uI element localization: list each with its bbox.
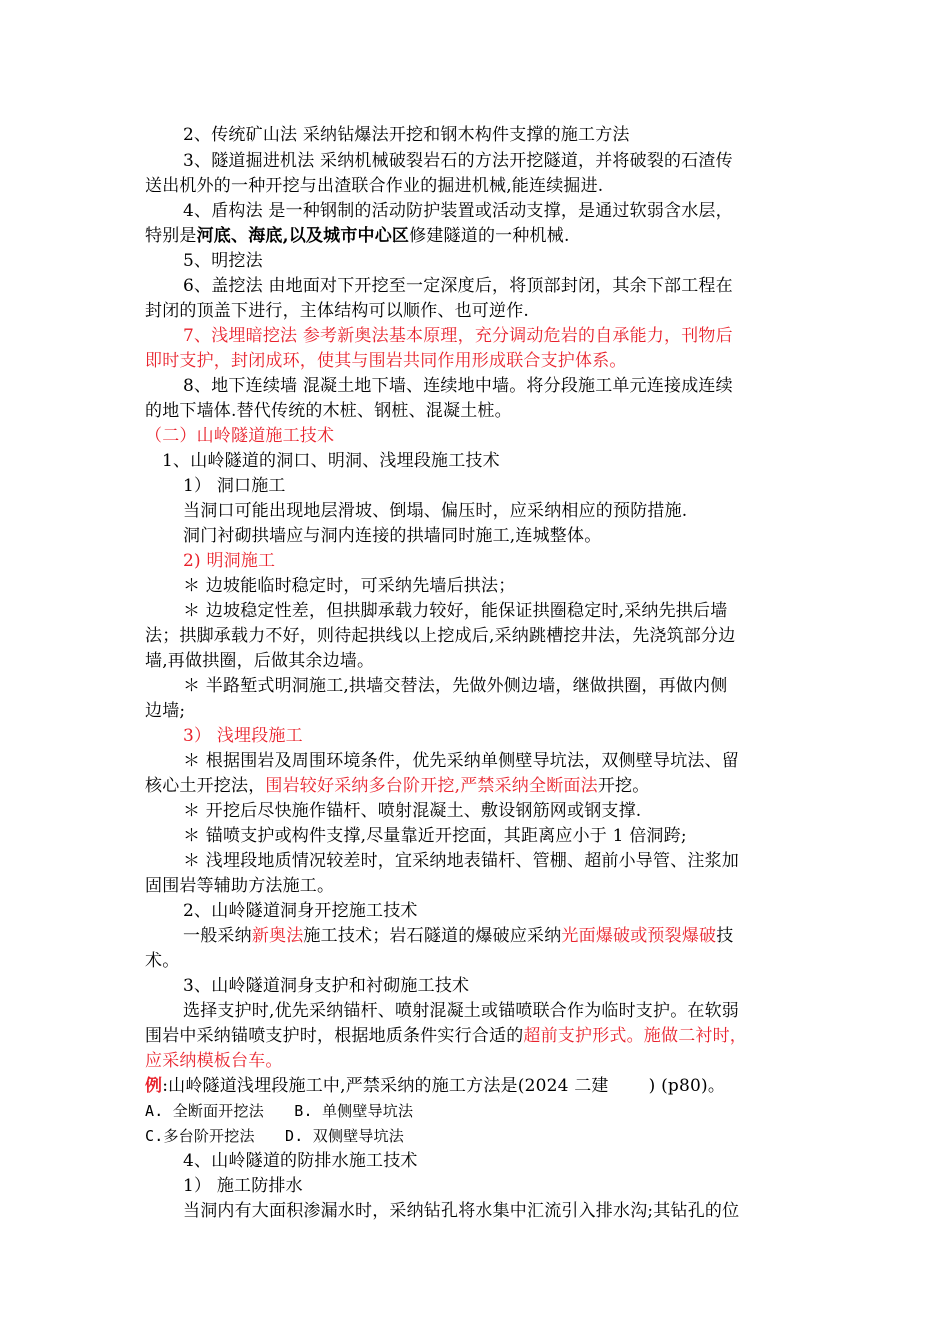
- text-segment: ＊ 根据围岩及周围环境条件，优先采纳单侧壁导坑法，双侧壁导坑法、留: [183, 751, 740, 771]
- text-segment: 洞门衬砌拱墙应与洞内连接的拱墙同时施工,连城整体。: [183, 526, 602, 546]
- line-33: [183, 925, 733, 947]
- text-segment: 当洞内有大面积渗漏水时，采纳钻孔将水集中汇流引入排水沟;其钻孔的位: [183, 1201, 740, 1221]
- text-segment: 6、盖挖法 由地面对下开挖至一定深度后，将顶部封闭，其余下部工程在: [183, 276, 733, 296]
- text-segment: 围岩中采纳锚喷支护时，根据地质条件实行合适的: [145, 1026, 524, 1046]
- text-segment: 修建隧道的一种机械.: [409, 226, 570, 246]
- line-24: [145, 700, 185, 722]
- line-15: [183, 475, 286, 497]
- line-29: [183, 825, 687, 847]
- text-segment: ＊ 边坡能临时稳定时，可采纳先墙后拱法；: [183, 576, 516, 596]
- text-segment: 光面爆破或预裂爆破: [561, 926, 717, 946]
- text-segment: 一般采纳: [183, 926, 252, 946]
- line-5: [145, 225, 570, 247]
- line-6: [183, 250, 263, 272]
- text-segment: C.多台阶开挖法 D. 双侧壁导坑法: [145, 1127, 404, 1145]
- line-43: [183, 1175, 303, 1197]
- line-2: [183, 150, 733, 172]
- text-segment: 技: [716, 926, 734, 946]
- line-44: [183, 1200, 739, 1222]
- text-segment: 8、地下连续墙 混凝土地下墙、连续地中墙。将分段施工单元连接成连续: [183, 376, 733, 396]
- option-row-ab: [145, 1100, 413, 1122]
- line-34: [145, 950, 179, 972]
- line-16: [183, 500, 687, 522]
- line-28: [183, 800, 641, 822]
- line-10: [145, 350, 627, 372]
- text-segment: 固围岩等辅助方法施工。: [145, 876, 335, 896]
- text-segment: 2、山岭隧道洞身开挖施工技术: [183, 901, 418, 921]
- text-segment: 7、浅埋暗挖法 参考新奥法基本原理，充分调动危岩的自承能力，刊物后: [183, 326, 733, 346]
- line-17: [183, 525, 601, 547]
- text-segment: 3、隧道掘进机法 采纳机械破裂岩石的方法开挖隧道，并将破裂的石渣传: [183, 151, 733, 171]
- text-segment: 术。: [145, 951, 180, 971]
- line-3: [145, 175, 603, 197]
- text-segment: 围岩较好采纳多台阶开挖,严禁采纳全断面法: [265, 776, 598, 796]
- text-segment: 5、明挖法: [183, 251, 263, 271]
- text-segment: （二）山岭隧道施工技术: [145, 426, 335, 446]
- text-segment: 1、山岭隧道的洞口、明洞、浅埋段施工技术: [162, 451, 500, 471]
- text-segment: 超前支护形式。施做二衬时，: [523, 1026, 748, 1046]
- line-37: [145, 1025, 747, 1047]
- text-segment: 3、山岭隧道洞身支护和衬砌施工技术: [183, 976, 470, 996]
- text-segment: 选择支护时,优先采纳锚杆、喷射混凝土或锚喷联合作为临时支护。在软弱: [183, 1001, 740, 1021]
- line-14: [162, 450, 500, 472]
- line-8: [145, 300, 529, 322]
- line-19: [183, 575, 515, 597]
- text-segment: 4、山岭隧道的防排水施工技术: [183, 1151, 418, 1171]
- text-segment: 墙,再做拱圈，后做其余边墙。: [145, 651, 375, 671]
- example-question: [145, 1075, 725, 1097]
- text-segment: 当洞口可能出现地层滑坡、倒塌、偏压时，应采纳相应的预防措施.: [183, 501, 688, 521]
- line-23: [183, 675, 727, 697]
- text-segment: 开挖。: [597, 776, 650, 796]
- text-segment: A. 全断面开挖法 B. 单侧壁导坑法: [145, 1102, 414, 1120]
- text-segment: 河底、海底,以及城市中心区: [196, 226, 410, 246]
- line-42: [183, 1150, 418, 1172]
- line-20: [183, 600, 727, 622]
- line-36: [183, 1000, 739, 1022]
- text-segment: 送出机外的一种开挖与出渣联合作业的掘进机械,能连续掘进.: [145, 176, 604, 196]
- text-segment: :山岭隧道浅埋段施工中,严禁采纳的施工方法是(2024 二建 ) (p80)。: [162, 1076, 726, 1096]
- line-30: [183, 850, 739, 872]
- option-row-cd: [145, 1125, 404, 1147]
- text-segment: 边墙;: [145, 701, 186, 721]
- text-segment: 即时支护，封闭成环，使其与围岩共同作用形成联合支护体系。: [145, 351, 627, 371]
- text-segment: 法；拱脚承载力不好，则待起拱线以上挖成后,采纳跳槽挖井法，先浇筑部分边: [145, 626, 736, 646]
- text-segment: 2) 明洞施工: [183, 551, 276, 571]
- text-segment: ＊ 浅埋段地质情况较差时，宜采纳地表锚杆、管棚、超前小导管、注浆加: [183, 851, 740, 871]
- line-26: [183, 750, 739, 772]
- text-segment: ＊ 半路堑式明洞施工,拱墙交替法，先做外侧边墙，继做拱圈，再做内侧: [183, 676, 728, 696]
- text-segment: 4、盾构法 是一种钢制的活动防护装置或活动支撑，是通过软弱含水层，: [183, 201, 733, 221]
- line-1: [183, 124, 630, 146]
- text-segment: 例: [145, 1076, 163, 1096]
- line-21: [145, 625, 735, 647]
- text-segment: ＊ 边坡稳定性差，但拱脚承载力较好，能保证拱圈稳定时,采纳先拱后墙: [183, 601, 728, 621]
- text-segment: 施工技术；岩石隧道的爆破应采纳: [303, 926, 562, 946]
- line-32: [183, 900, 418, 922]
- text-segment: 2、传统矿山法 采纳钻爆法开挖和钢木构件支撑的施工方法: [183, 125, 630, 145]
- line-4: [183, 200, 733, 222]
- text-segment: 核心土开挖法，: [145, 776, 266, 796]
- line-22: [145, 650, 374, 672]
- text-segment: 封闭的顶盖下进行，主体结构可以顺作、也可逆作.: [145, 301, 530, 321]
- text-segment: 的地下墙体.替代传统的木桩、钢桩、混凝土桩。: [145, 401, 512, 421]
- line-31: [145, 875, 334, 897]
- line-35: [183, 975, 469, 997]
- text-segment: 特别是: [145, 226, 197, 246]
- line-7: [183, 275, 733, 297]
- text-segment: 3） 浅埋段施工: [183, 726, 303, 746]
- text-segment: ＊ 锚喷支护或构件支撑,尽量靠近开挖面，其距离应小于 1 倍洞跨;: [183, 826, 687, 846]
- text-segment: 1） 施工防排水: [183, 1176, 303, 1196]
- line-25: [183, 725, 303, 747]
- line-9: [183, 325, 733, 347]
- line-12: [145, 400, 512, 422]
- text-segment: 新奥法: [251, 926, 304, 946]
- line-27: [145, 775, 649, 797]
- line-18: [183, 550, 275, 572]
- text-segment: 1） 洞口施工: [183, 476, 286, 496]
- text-segment: ＊ 开挖后尽快施作锚杆、喷射混凝土、敷设钢筋网或钢支撑.: [183, 801, 642, 821]
- line-38: [145, 1050, 283, 1072]
- line-11: [183, 375, 733, 397]
- text-segment: 应采纳模板台车。: [145, 1051, 283, 1071]
- section-heading: [145, 425, 334, 447]
